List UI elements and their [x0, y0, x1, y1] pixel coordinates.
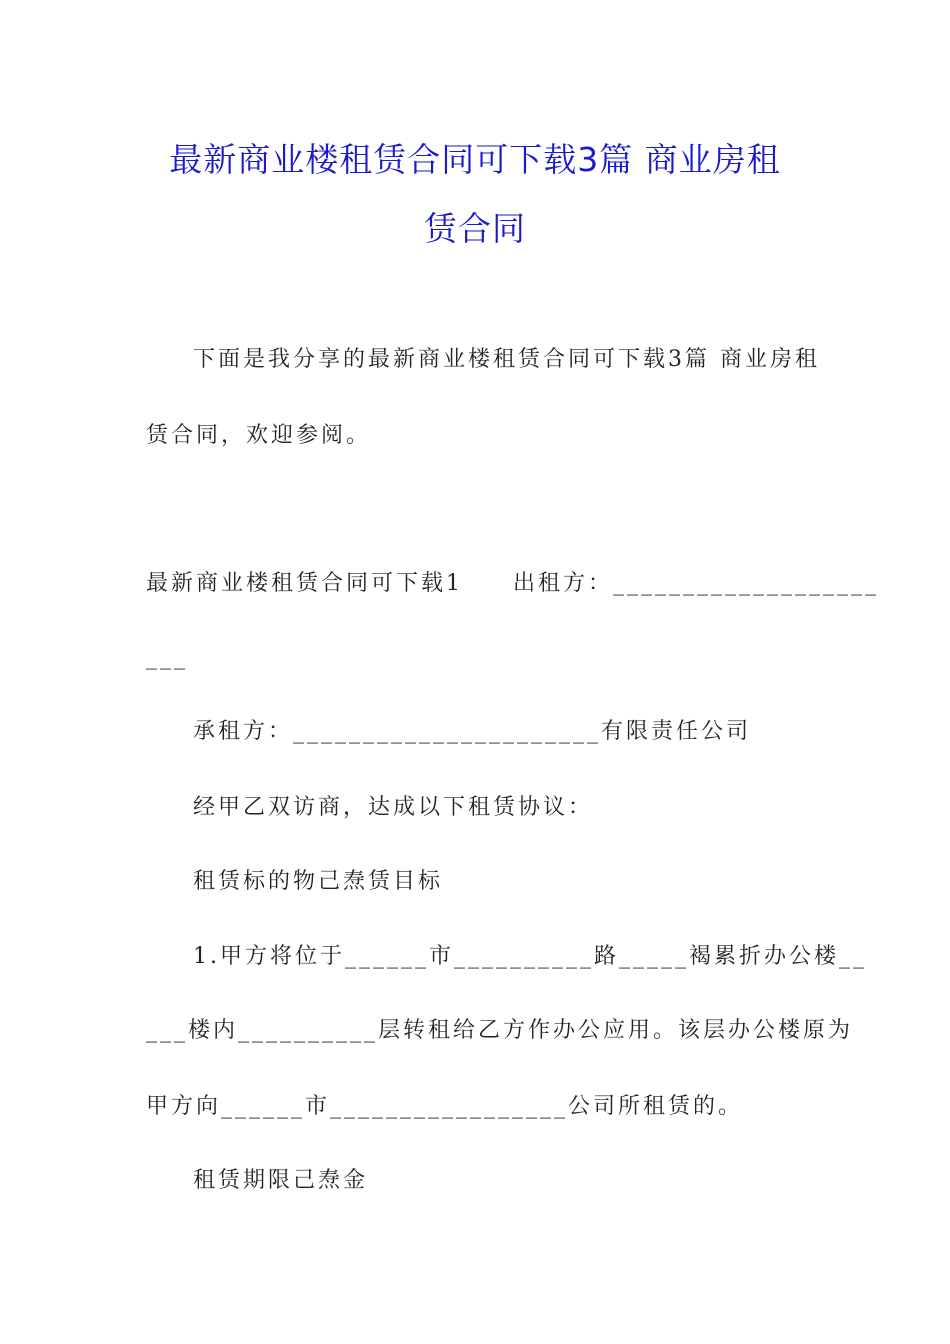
- section1-heading: 租赁标的物己焘赁目标: [193, 869, 444, 894]
- lessee-line: 承租方：______________________有限责任公司: [193, 719, 752, 744]
- agreement-line: 经甲乙双访商，达成以下租赁协议：: [193, 795, 594, 820]
- contract-heading-line2: ___: [146, 645, 188, 670]
- document-title-line1: 最新商业楼租赁合同可下载3篇 商业房租: [169, 140, 781, 179]
- intro-paragraph-line2: 赁合同，欢迎参阅。: [146, 423, 372, 448]
- clause1-line3: 甲方向______市_________________公司所租赁的。: [146, 1094, 744, 1119]
- clause1-line1: 1.甲方将位于______市__________路_____褐累折办公楼__: [193, 944, 867, 969]
- section2-heading: 租赁期限己焘金: [193, 1168, 369, 1193]
- intro-paragraph-line1: 下面是我分享的最新商业楼租赁合同可下载3篇 商业房租: [193, 347, 820, 372]
- clause1-line2: ___楼内__________层转租给乙方作办公应用。该层办公楼原为: [146, 1018, 854, 1043]
- document-title-line2: 赁合同: [424, 209, 526, 248]
- contract-heading-line1: 最新商业楼租赁合同可下载1 出租方：___________________: [146, 571, 879, 596]
